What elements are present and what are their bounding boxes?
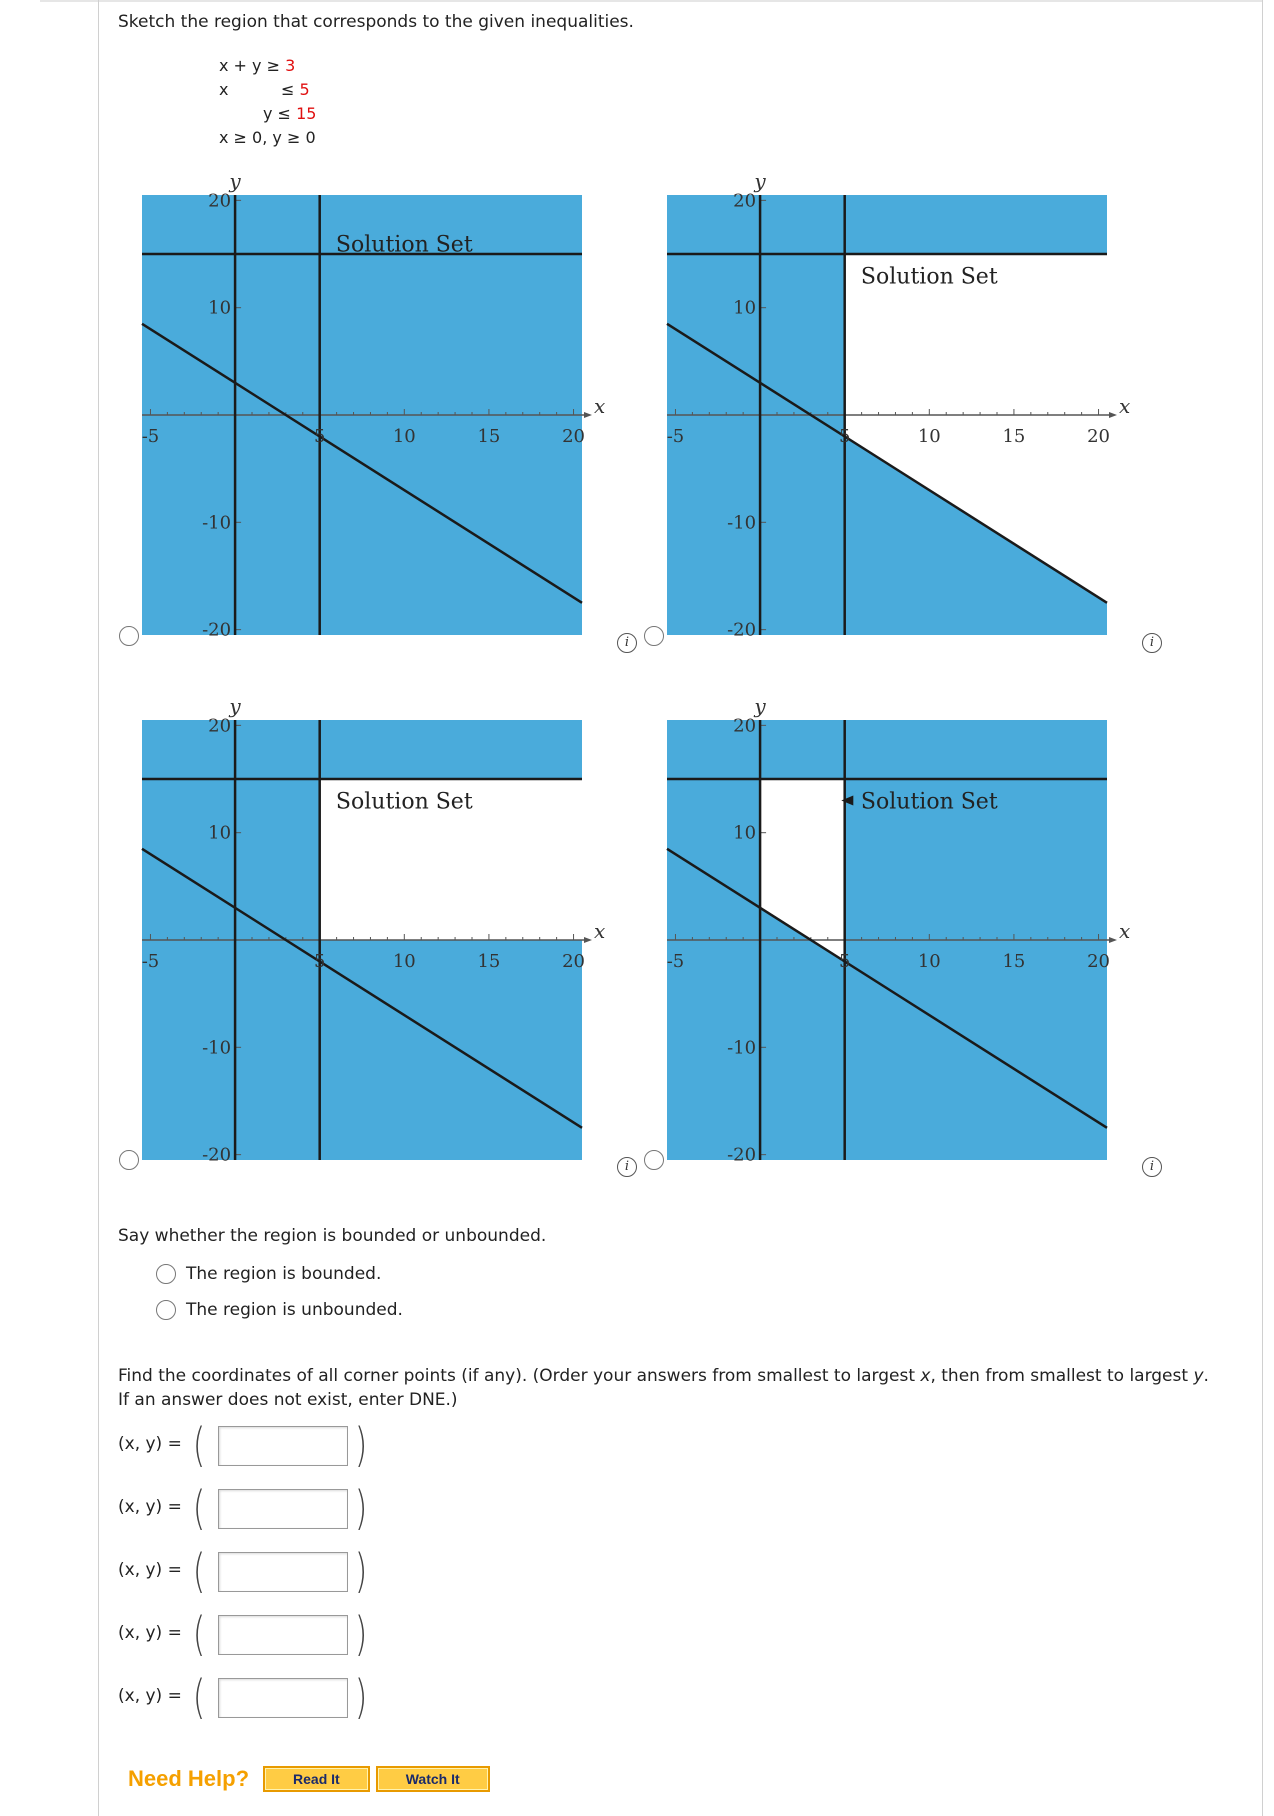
corner-point-input[interactable] [218,1552,348,1592]
corner-point-input[interactable] [218,1489,348,1529]
y-tick-label: -20 [202,619,232,641]
x-tick-label: 10 [917,426,941,447]
option-a-radio[interactable] [119,626,139,646]
x-axis-label: x [1119,394,1131,418]
region-plot [655,685,1131,1166]
x-tick-label: -5 [666,951,685,972]
bounded-radio[interactable] [156,1264,176,1284]
solution-set-label: Solution Set [860,789,998,815]
close-paren: ) [354,1607,368,1661]
corner-prompt: Find the coordinates of all corner points (if any). (Order your answers from smallest to largest x, then from smallest to largest y. If an answer does not exist, enter DNE.) [118,1366,1209,1410]
x-tick-label: 15 [1002,426,1026,447]
x-tick-label: 15 [477,426,501,447]
x-tick-label: 10 [392,426,416,447]
x-axis-label: x [594,919,606,943]
region-plot [655,160,1131,641]
x-tick-label: 10 [917,951,941,972]
x-axis-arrow [584,412,592,418]
x-axis-arrow [584,937,592,943]
option-c-radio[interactable] [119,1150,139,1170]
open-paren: ( [192,1607,206,1661]
x-tick-label: 5 [838,951,851,972]
bounded-option[interactable]: The region is bounded. [156,1264,381,1284]
y-tick-label: 10 [208,822,232,844]
bounded-prompt: Say whether the region is bounded or unbounded. [118,1226,547,1246]
need-help-label: Need Help? [128,1766,250,1791]
question-prompt: Sketch the region that corresponds to the given inequalities. [118,12,634,32]
x-tick-label: 5 [313,951,326,972]
watch-it-button[interactable]: Watch It [376,1766,490,1792]
solution-set-label: Solution Set [335,789,473,815]
open-paren: ( [192,1418,206,1472]
y-tick-label: -20 [202,1144,232,1166]
x-tick-label: 15 [1002,951,1026,972]
y-axis-label: y [229,694,241,718]
unbounded-radio[interactable] [156,1300,176,1320]
unbounded-option[interactable]: The region is unbounded. [156,1300,403,1320]
y-tick-label: -10 [202,512,232,534]
inequality-3: y ≤ 15 [263,104,317,123]
corner-point-label: (x, y) = [118,1560,182,1580]
y-axis-label: y [229,169,241,193]
corner-point-input[interactable] [218,1615,348,1655]
x-tick-label: -5 [666,426,685,447]
y-tick-label: -20 [727,619,757,641]
x-axis-label: x [594,394,606,418]
x-tick-label: -5 [141,426,160,447]
y-tick-label: -10 [202,1037,232,1059]
corner-point-input[interactable] [218,1678,348,1718]
y-tick-label: 20 [733,715,757,737]
y-tick-label: -10 [727,1037,757,1059]
corner-point-input[interactable] [218,1426,348,1466]
y-tick-label: 10 [733,822,757,844]
open-paren: ( [192,1670,206,1724]
y-tick-label: 10 [208,297,232,319]
x-axis-arrow [1109,937,1117,943]
corner-point-label: (x, y) = [118,1686,182,1706]
y-axis-label: y [754,694,766,718]
x-tick-label: -5 [141,951,160,972]
x-tick-label: 20 [562,951,585,972]
open-paren: ( [192,1544,206,1598]
inequality-1: x + y ≥ 3 [219,56,296,75]
solution-set-label: Solution Set [860,264,998,290]
option-d-radio[interactable] [644,1150,664,1170]
need-help-bar [128,1766,496,1792]
x-tick-label: 20 [1087,951,1110,972]
option-d-info-icon[interactable]: i [1142,1157,1162,1177]
y-tick-label: -20 [727,1144,757,1166]
option-b-info-icon[interactable]: i [1142,633,1162,653]
x-tick-label: 10 [392,951,416,972]
y-tick-label: 20 [208,190,232,212]
y-axis-label: y [754,169,766,193]
x-axis-arrow [1109,412,1117,418]
x-tick-label: 20 [1087,426,1110,447]
close-paren: ) [354,1544,368,1598]
region-plot [130,160,606,641]
corner-point-label: (x, y) = [118,1434,182,1454]
corner-point-label: (x, y) = [118,1497,182,1517]
close-paren: ) [354,1418,368,1472]
open-paren: ( [192,1481,206,1535]
option-a-info-icon[interactable]: i [617,633,637,653]
y-tick-label: 10 [733,297,757,319]
close-paren: ) [354,1670,368,1724]
y-tick-label: -10 [727,512,757,534]
x-tick-label: 20 [562,426,585,447]
y-tick-label: 20 [733,190,757,212]
x-tick-label: 5 [838,426,851,447]
solution-set-label: Solution Set [335,232,473,258]
corner-point-label: (x, y) = [118,1623,182,1643]
option-b-radio[interactable] [644,626,664,646]
x-axis-label: x [1119,919,1131,943]
inequality-2: x ≤ 5 [219,80,310,99]
x-tick-label: 15 [477,951,501,972]
x-tick-label: 5 [313,426,326,447]
close-paren: ) [354,1481,368,1535]
region-plot [130,685,606,1166]
y-tick-label: 20 [208,715,232,737]
inequality-4: x ≥ 0, y ≥ 0 [219,128,316,147]
option-c-info-icon[interactable]: i [617,1157,637,1177]
read-it-button[interactable]: Read It [263,1766,370,1792]
